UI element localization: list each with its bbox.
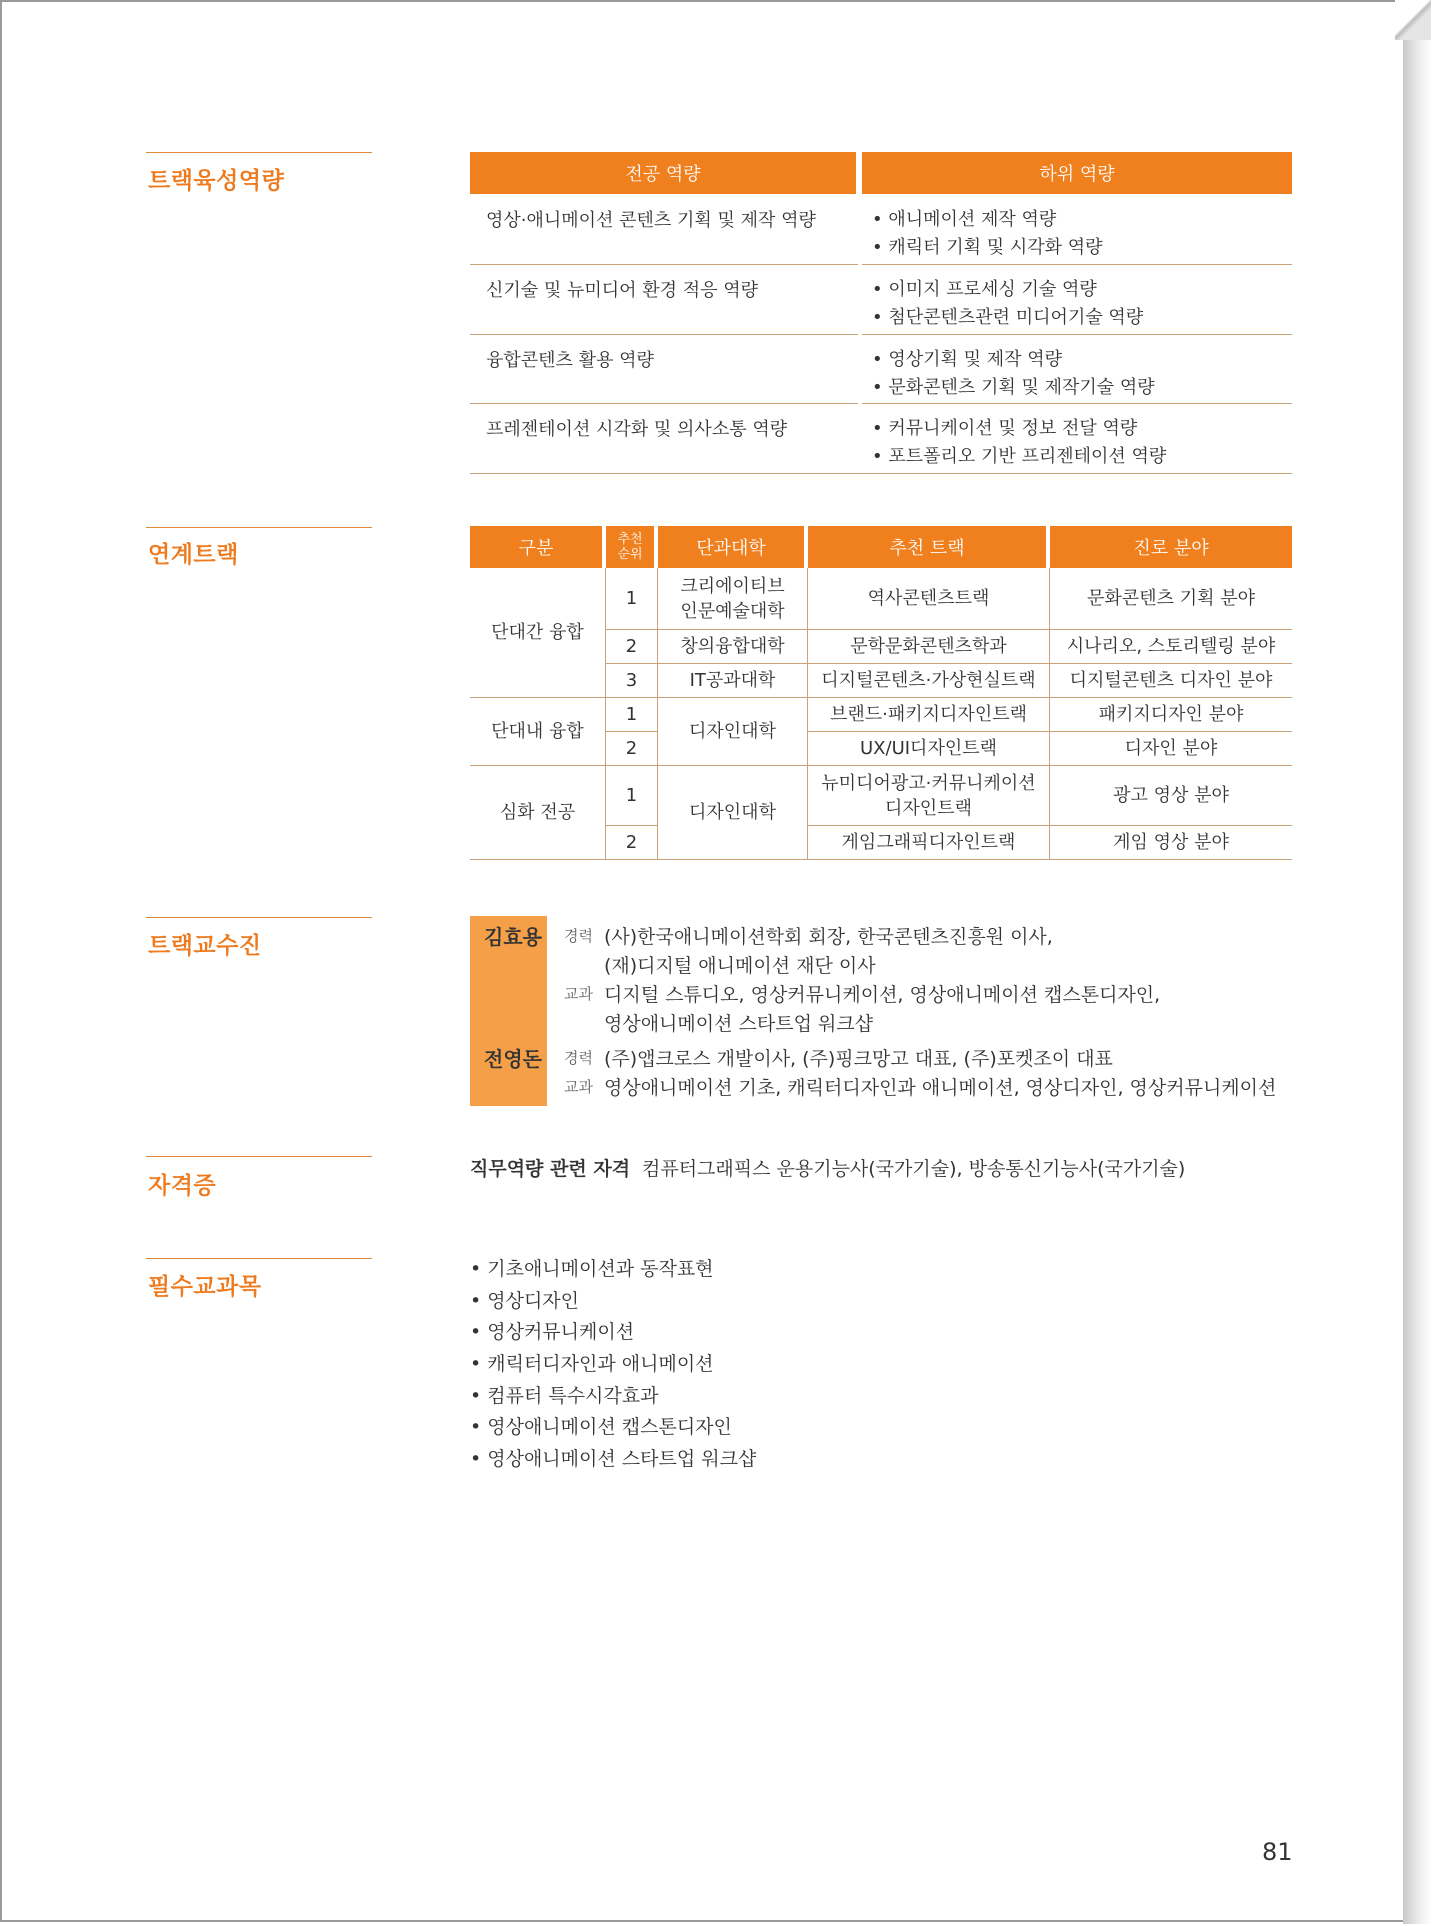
header-career: 진로 분야 (1050, 526, 1292, 568)
table-row (470, 568, 1292, 630)
required-course-item: • 영상애니메이션 캡스톤디자인 (470, 1416, 732, 1438)
competency-sub (872, 206, 1103, 262)
cell-track-line: 디자인트랙 (885, 797, 972, 819)
section-title-linked: 연계트랙 (148, 542, 239, 568)
professor-career-line: (주)앱크로스 개발이사, (주)핑크망고 대표, (주)포켓조이 대표 (604, 1048, 1113, 1070)
section-rule (146, 917, 372, 918)
competency-header-sub: 하위 역량 (862, 152, 1292, 194)
cell-rank: 1 (606, 766, 658, 826)
header-rank-line: 순위 (617, 547, 643, 562)
cell-rank: 1 (606, 568, 658, 630)
cell-rank: 2 (606, 630, 658, 664)
section-rule (146, 1156, 372, 1157)
column-separator (858, 403, 862, 473)
header-category: 구분 (470, 526, 606, 568)
header-rank (606, 526, 658, 568)
cell-track: 브랜드·패키지디자인트랙 (808, 698, 1050, 732)
competency-main: 신기술 및 뉴미디어 환경 적응 역량 (486, 280, 759, 301)
certificate-label: 직무역량 관련 자격 (470, 1158, 631, 1180)
professor-course-line: 영상애니메이션 기초, 캐릭터디자인과 애니메이션, 영상디자인, 영상커뮤니케이션 (604, 1077, 1277, 1099)
competency-sub-item: • 포트폴리오 기반 프리젠테이션 역량 (872, 446, 1167, 467)
professor-name: 김효용 (484, 925, 542, 949)
career-label: 경력 (564, 927, 593, 945)
competency-row (470, 194, 1292, 265)
competency-row (470, 264, 1292, 335)
cell-rank: 2 (606, 826, 658, 860)
linked-track-table (470, 526, 1292, 860)
cell-career: 디자인 분야 (1050, 732, 1292, 766)
professor-course-line: 영상애니메이션 스타트업 워크샵 (604, 1013, 874, 1035)
competency-header-major: 전공 역량 (470, 152, 856, 194)
cell-rank: 3 (606, 664, 658, 698)
cell-category: 단대내 융합 (470, 698, 606, 766)
course-label: 교과 (564, 985, 593, 1003)
cell-career: 패키지디자인 분야 (1050, 698, 1292, 732)
required-course-item: • 영상애니메이션 스타트업 워크샵 (470, 1448, 757, 1470)
column-separator (858, 334, 862, 403)
competency-main: 프레젠테이션 시각화 및 의사소통 역량 (486, 419, 788, 440)
required-course-item: • 영상디자인 (470, 1290, 580, 1312)
competency-sub-item: • 영상기획 및 제작 역량 (872, 349, 1062, 370)
cell-track-line: 뉴미디어광고·커뮤니케이션 (821, 772, 1036, 794)
cell-career: 디지털콘텐츠 디자인 분야 (1050, 664, 1292, 698)
header-rank-line: 추천 (617, 532, 643, 547)
required-course-item: • 컴퓨터 특수시각효과 (470, 1385, 659, 1407)
cell-track: 디지털콘텐츠·가상현실트랙 (808, 664, 1050, 698)
table-row (470, 766, 1292, 826)
competency-sub-item: • 문화콘텐츠 기획 및 제작기술 역량 (872, 377, 1155, 398)
section-rule (146, 152, 372, 153)
cell-college (658, 568, 808, 630)
column-separator (858, 194, 862, 264)
course-label: 교과 (564, 1078, 593, 1096)
competency-sub (872, 346, 1155, 402)
competency-sub-item: • 이미지 프로세싱 기술 역량 (872, 279, 1097, 300)
cell-career: 광고 영상 분야 (1050, 766, 1292, 826)
career-label: 경력 (564, 1049, 593, 1067)
cell-track: 역사콘텐츠트랙 (808, 568, 1050, 630)
professor-name: 전영돈 (484, 1047, 542, 1071)
competency-main: 영상·애니메이션 콘텐츠 기획 및 제작 역량 (486, 210, 816, 231)
table-row (470, 698, 1292, 732)
cell-track: 문학문화콘텐츠학과 (808, 630, 1050, 664)
required-course-item: • 기초애니메이션과 동작표현 (470, 1258, 714, 1280)
competency-row (470, 334, 1292, 404)
professor-career-line: (재)디지털 애니메이션 재단 이사 (604, 955, 876, 977)
section-title-professors: 트랙교수진 (148, 933, 262, 959)
professor-career-line: (사)한국애니메이션학회 회장, 한국콘텐츠진흥원 이사, (604, 926, 1053, 948)
cell-college-line: 인문예술대학 (680, 600, 785, 622)
cell-track: 게임그래픽디자인트랙 (808, 826, 1050, 860)
competency-row (470, 403, 1292, 474)
cell-track: UX/UI디자인트랙 (808, 732, 1050, 766)
competency-sub (872, 415, 1166, 471)
section-rule (146, 527, 372, 528)
column-separator (858, 264, 862, 334)
section-rule (146, 1258, 372, 1259)
page-number: 81 (1262, 1838, 1293, 1866)
competency-sub-item: • 첨단콘텐츠관련 미디어기술 역량 (872, 307, 1144, 328)
certificate-text: 컴퓨터그래픽스 운용기능사(국가기술), 방송통신기능사(국가기술) (642, 1158, 1186, 1180)
competency-sub-item: • 커뮤니케이션 및 정보 전달 역량 (872, 418, 1138, 439)
competency-sub-item: • 캐릭터 기획 및 시각화 역량 (872, 237, 1103, 258)
cell-rank: 1 (606, 698, 658, 732)
header-track: 추천 트랙 (808, 526, 1050, 568)
cell-college: 디자인대학 (658, 698, 808, 766)
section-title-certificates: 자격증 (148, 1173, 217, 1199)
cell-rank: 2 (606, 732, 658, 766)
cell-college: 창의융합대학 (658, 630, 808, 664)
section-title-required: 필수교과목 (148, 1274, 262, 1300)
cell-category: 심화 전공 (470, 766, 606, 860)
competency-sub (872, 276, 1143, 332)
professor-course-line: 디지털 스튜디오, 영상커뮤니케이션, 영상애니메이션 캡스톤디자인, (604, 984, 1161, 1006)
table-header-row (470, 526, 1292, 568)
cell-college: IT공과대학 (658, 664, 808, 698)
header-college: 단과대학 (658, 526, 808, 568)
cell-track (808, 766, 1050, 826)
required-course-item: • 영상커뮤니케이션 (470, 1321, 635, 1343)
competency-main: 융합콘텐츠 활용 역량 (486, 350, 654, 371)
cell-category: 단대간 융합 (470, 568, 606, 698)
cell-college: 디자인대학 (658, 766, 808, 860)
page-curl (1395, 0, 1431, 40)
page-edge-shadow (1403, 6, 1431, 1924)
cell-career: 시나리오, 스토리텔링 분야 (1050, 630, 1292, 664)
competency-sub-item: • 애니메이션 제작 역량 (872, 209, 1057, 230)
cell-college-line: 크리에이티브 (680, 575, 785, 597)
required-course-item: • 캐릭터디자인과 애니메이션 (470, 1353, 714, 1375)
cell-career: 게임 영상 분야 (1050, 826, 1292, 860)
cell-career: 문화콘텐츠 기획 분야 (1050, 568, 1292, 630)
section-title-competency: 트랙육성역량 (148, 168, 285, 194)
